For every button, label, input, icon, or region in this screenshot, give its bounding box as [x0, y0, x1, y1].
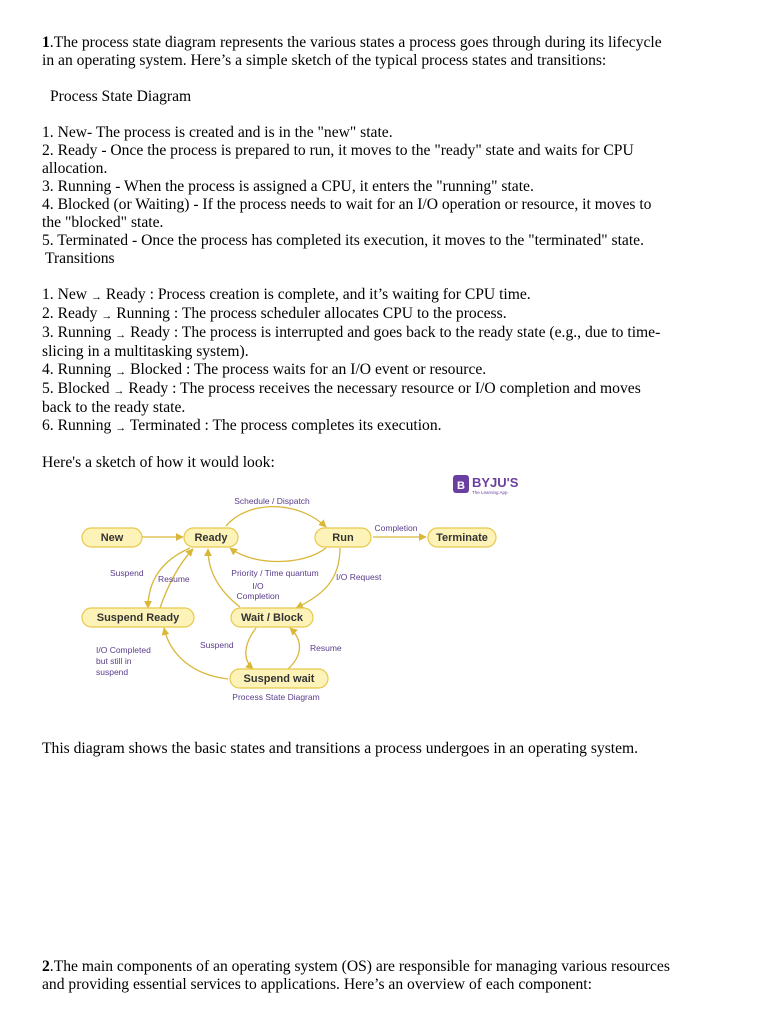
arrow-ready-run — [226, 507, 326, 527]
svg-text:New: New — [100, 532, 124, 544]
document-body — [42, 34, 732, 472]
state-terminated: 5. Terminated - Once the process has completed its execution, it moves to the "terminated" state. — [42, 232, 645, 249]
state-blocked-cont: the "blocked" state. — [42, 214, 164, 231]
section-2 — [42, 958, 732, 994]
node-suspend-ready — [82, 608, 194, 627]
svg-text:Run: Run — [332, 532, 354, 544]
section2-line-1: 2.The main components of an operating system (OS) are responsible for managing various resources — [42, 958, 670, 975]
label-resume-bottom: Resume — [310, 643, 342, 653]
label-io-completed-1: I/O Completed — [96, 645, 151, 655]
logo-mark-letter: B — [457, 480, 465, 492]
label-suspend-bottom: Suspend — [200, 640, 234, 650]
svg-text:Ready: Ready — [194, 532, 228, 544]
logo-text: BYJU'S — [472, 475, 519, 490]
diagram-heading: Process State Diagram — [50, 88, 192, 105]
node-run — [315, 528, 371, 547]
label-priority: Priority / Time quantum — [231, 568, 319, 578]
transition-5: 5. Blocked → Ready : The process receives the necessary resource or I/O completion and moves — [42, 380, 641, 397]
node-suspend-wait — [230, 669, 328, 688]
arrow-suspend-wait-wait — [288, 628, 300, 669]
byjus-logo — [453, 475, 519, 495]
arrow-run-ready — [230, 548, 326, 562]
arrow-wait-suspend-wait — [246, 628, 256, 669]
transitions-heading: Transitions — [45, 250, 115, 267]
label-suspend-left: Suspend — [110, 568, 144, 578]
sketch-intro: Here's a sketch of how it would look: — [42, 454, 275, 471]
section-number: 1 — [42, 34, 50, 51]
arrow-icon: → — [115, 366, 127, 378]
transition-2: 2. Ready → Running : The process scheduler allocates CPU to the process. — [42, 305, 507, 322]
transition-6: 6. Running → Terminated : The process completes its execution. — [42, 417, 442, 434]
arrow-icon: → — [90, 291, 102, 303]
label-io-request: I/O Request — [336, 572, 382, 582]
diagram-nodes — [82, 528, 496, 688]
svg-text:Wait / Block: Wait / Block — [241, 612, 303, 624]
transition-3-cont: slicing in a multitasking system). — [42, 343, 249, 360]
logo-subtext: The Learning App — [472, 490, 508, 495]
summary-text: This diagram shows the basic states and transitions a process undergoes in an operating system. — [42, 740, 639, 757]
svg-text:Suspend wait: Suspend wait — [243, 673, 315, 685]
section-number: 2 — [42, 958, 50, 975]
intro-line-1: 1.The process state diagram represents the various states a process goes through during its lifecycle — [42, 34, 662, 51]
label-io-completion-2: Completion — [236, 591, 280, 601]
state-ready-cont: allocation. — [42, 160, 108, 177]
process-state-diagram — [78, 470, 538, 710]
transition-5-cont: back to the ready state. — [42, 399, 186, 416]
arrow-icon: → — [113, 385, 125, 397]
state-new: 1. New- The process is created and is in the "new" state. — [42, 124, 393, 141]
state-ready: 2. Ready - Once the process is prepared to run, it moves to the "ready" state and waits for CPU — [42, 142, 634, 159]
summary-block — [42, 740, 732, 758]
label-io-completion-1: I/O — [252, 581, 264, 591]
node-wait-block — [231, 608, 313, 627]
svg-text:Suspend Ready: Suspend Ready — [96, 612, 180, 624]
label-resume-left: Resume — [158, 574, 190, 584]
label-io-completed-3: suspend — [96, 667, 129, 677]
transition-3: 3. Running → Ready : The process is interrupted and goes back to the ready state (e.g., due to time- — [42, 324, 661, 341]
arrow-wait-ready — [208, 549, 240, 607]
node-terminate — [428, 528, 496, 547]
transition-4: 4. Running → Blocked : The process waits for an I/O event or resource. — [42, 361, 487, 378]
arrow-icon: → — [115, 329, 127, 341]
arrow-icon: → — [115, 422, 127, 434]
label-io-completed-2: but still in — [96, 656, 132, 666]
state-running: 3. Running - When the process is assigned a CPU, it enters the "running" state. — [42, 178, 534, 195]
arrow-suspend-wait-suspend-ready — [164, 628, 228, 679]
state-blocked: 4. Blocked (or Waiting) - If the process needs to wait for an I/O operation or resource, it moves to — [42, 196, 652, 213]
intro-line-2: in an operating system. Here’s a simple sketch of the typical process states and transitions: — [42, 52, 607, 69]
figure-caption: Process State Diagram — [232, 692, 320, 702]
arrow-icon: → — [101, 310, 113, 322]
node-new — [82, 528, 142, 547]
svg-text:Terminate: Terminate — [436, 532, 488, 544]
transition-1: 1. New → Ready : Process creation is complete, and it’s waiting for CPU time. — [42, 286, 531, 303]
arrow-run-wait — [296, 548, 340, 608]
node-ready — [184, 528, 238, 547]
label-completion: Completion — [374, 523, 418, 533]
label-schedule: Schedule / Dispatch — [234, 496, 310, 506]
section2-line-2: and providing essential services to applications. Here’s an overview of each component: — [42, 976, 592, 993]
